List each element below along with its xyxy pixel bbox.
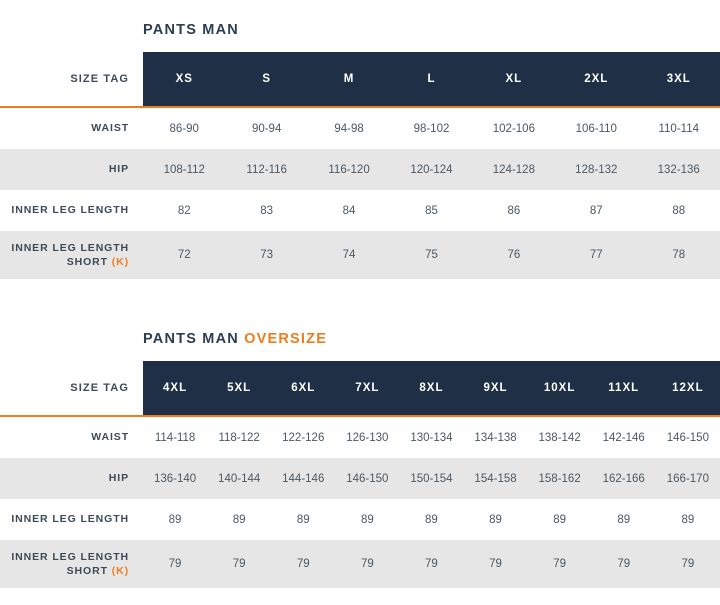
table-cell: 89 — [232, 513, 246, 526]
table-cell: 146-150 — [335, 458, 399, 499]
table-cell: 75 — [390, 231, 472, 279]
row-label: INNER LEG LENGTH — [11, 513, 130, 526]
table-1-col-header: XS — [143, 52, 225, 106]
table-row — [0, 108, 720, 149]
table-cell: 83 — [260, 204, 274, 217]
table-cell: 150-154 — [399, 458, 463, 499]
table-2-col-header: 10XL — [528, 361, 592, 415]
table-cell: 162-166 — [592, 458, 656, 499]
table-cell: 114-118 — [154, 431, 196, 444]
row-label-line1: INNER LEG LENGTH — [11, 550, 130, 563]
table-cell: 79 — [143, 540, 207, 588]
table-cell: 132-136 — [637, 149, 720, 190]
table-1-label-header: SIZE TAG — [0, 52, 143, 106]
table-row — [0, 190, 720, 231]
table-cell: 108-112 — [143, 149, 225, 190]
table-row — [0, 499, 720, 540]
table-cell: 79 — [207, 540, 271, 588]
table-cell: 79 — [528, 540, 592, 588]
table-cell: 136-140 — [143, 458, 207, 499]
row-label — [0, 540, 143, 588]
table-2-col-header: 11XL — [592, 361, 656, 415]
table-2-col-header: 6XL — [271, 361, 335, 415]
table-row — [0, 231, 720, 279]
table-cell: 84 — [342, 204, 356, 217]
table-row — [0, 149, 720, 190]
table-2-col-header: 9XL — [463, 361, 527, 415]
title-spacer-1 — [0, 38, 720, 52]
table-cell: 85 — [425, 204, 438, 217]
table-cell: 116-120 — [308, 149, 390, 190]
table-title-1-main: PANTS MAN — [143, 22, 239, 38]
size-table-block-2 — [0, 331, 720, 588]
table-1-col-header: M — [308, 52, 390, 106]
table-cell: 79 — [463, 540, 527, 588]
size-table-1 — [0, 52, 720, 279]
table-cell: 112-116 — [225, 149, 307, 190]
table-cell: 110-114 — [658, 122, 699, 135]
table-cell: 79 — [271, 540, 335, 588]
k-marker: (K) — [111, 256, 130, 268]
table-cell: 146-150 — [666, 431, 709, 444]
table-row — [0, 540, 720, 588]
table-cell: 77 — [555, 231, 637, 279]
table-cell: 89 — [360, 513, 374, 526]
table-cell: 79 — [399, 540, 463, 588]
table-cell: 154-158 — [463, 458, 527, 499]
table-cell: 76 — [473, 231, 555, 279]
table-2-label-header: SIZE TAG — [0, 361, 143, 415]
table-cell: 94-98 — [334, 122, 364, 135]
section-spacer — [0, 279, 720, 331]
table-cell: 134-138 — [474, 431, 517, 444]
row-label: INNER LEG LENGTH — [11, 204, 130, 217]
table-cell: 88 — [672, 204, 686, 217]
table-cell: 158-162 — [528, 458, 592, 499]
k-marker: (K) — [111, 565, 130, 577]
table-cell: 106-110 — [575, 122, 617, 135]
table-row — [0, 417, 720, 458]
table-cell: 89 — [489, 513, 502, 526]
row-label: HIP — [0, 149, 143, 190]
table-2-col-header: 12XL — [656, 361, 720, 415]
table-2-col-header: 4XL — [143, 361, 207, 415]
table-cell: 98-102 — [413, 122, 450, 135]
table-cell: 126-130 — [346, 431, 389, 444]
table-cell: 89 — [425, 513, 438, 526]
table-cell: 128-132 — [555, 149, 637, 190]
table-cell: 73 — [225, 231, 307, 279]
table-cell: 144-146 — [271, 458, 335, 499]
table-cell: 72 — [143, 231, 225, 279]
table-2-col-header: 8XL — [399, 361, 463, 415]
row-label: WAIST — [91, 431, 130, 444]
row-label-line1: INNER LEG LENGTH — [11, 241, 130, 254]
table-cell: 130-134 — [410, 431, 453, 444]
table-cell: 138-142 — [538, 431, 581, 444]
table-cell: 118-122 — [218, 431, 260, 444]
table-row — [0, 458, 720, 499]
title-spacer-2 — [0, 347, 720, 361]
table-title-2-main: PANTS MAN — [143, 331, 245, 347]
table-1-header-row — [0, 52, 720, 106]
table-2-header-row — [0, 361, 720, 415]
table-cell: 89 — [617, 513, 631, 526]
table-cell: 82 — [177, 204, 191, 217]
table-1-col-header: XL — [473, 52, 555, 106]
row-label-line2: SHORT (K) — [66, 256, 130, 268]
table-cell: 140-144 — [207, 458, 271, 499]
top-spacer — [0, 0, 720, 22]
table-cell: 102-106 — [492, 122, 535, 135]
table-1-col-header: 2XL — [555, 52, 637, 106]
table-cell: 79 — [656, 540, 720, 588]
table-2-col-header: 7XL — [335, 361, 399, 415]
table-cell: 74 — [308, 231, 390, 279]
table-cell: 86 — [507, 204, 521, 217]
table-title-2 — [0, 331, 720, 347]
row-label — [0, 231, 143, 279]
table-cell: 89 — [168, 513, 182, 526]
row-label: HIP — [0, 458, 143, 499]
row-label-line2: SHORT (K) — [66, 565, 130, 577]
table-cell: 79 — [335, 540, 399, 588]
table-cell: 166-170 — [656, 458, 720, 499]
table-cell: 86-90 — [169, 122, 199, 135]
table-1-col-header: S — [225, 52, 307, 106]
table-2-col-header: 5XL — [207, 361, 271, 415]
table-1-col-header: 3XL — [637, 52, 720, 106]
table-1-col-header: L — [390, 52, 472, 106]
row-label: WAIST — [91, 122, 130, 135]
table-cell: 78 — [637, 231, 720, 279]
table-cell: 120-124 — [390, 149, 472, 190]
table-cell: 90-94 — [251, 122, 282, 135]
table-title-2-suffix: OVERSIZE — [244, 331, 328, 347]
size-table-block-1 — [0, 22, 720, 279]
table-title-1 — [0, 22, 720, 38]
table-cell: 87 — [589, 204, 603, 217]
table-cell: 142-146 — [602, 431, 645, 444]
table-cell: 122-126 — [282, 431, 325, 444]
table-cell: 89 — [296, 513, 310, 526]
size-table-2 — [0, 361, 720, 588]
table-cell: 124-128 — [473, 149, 555, 190]
table-cell: 89 — [681, 513, 695, 526]
table-cell: 79 — [592, 540, 656, 588]
table-cell: 89 — [553, 513, 567, 526]
